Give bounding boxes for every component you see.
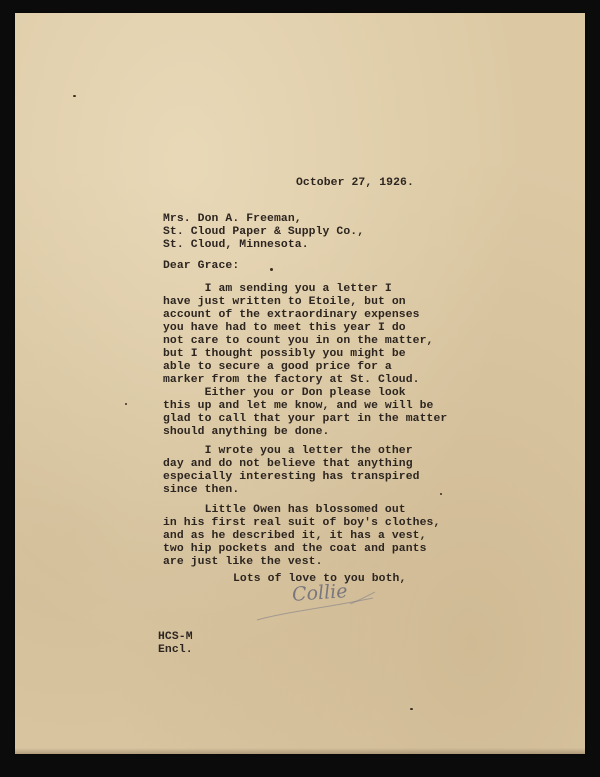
letter-date: October 27, 1926. xyxy=(296,177,414,189)
body-line: marker from the factory at St. Cloud. xyxy=(163,374,420,386)
body-line: in his first real suit of boy's clothes, xyxy=(163,517,441,529)
body-line: two hip pockets and the coat and pants xyxy=(163,543,427,555)
body-line: glad to call that your part in the matter xyxy=(163,413,448,425)
recipient-line: Mrs. Don A. Freeman, xyxy=(163,213,302,225)
body-line: day and do not believe that anything xyxy=(163,458,413,470)
body-line: this up and let me know, and we will be xyxy=(163,400,434,412)
recipient-line: St. Cloud Paper & Supply Co., xyxy=(163,226,365,238)
typist-initials: HCS-M xyxy=(158,631,193,643)
body-line: and as he described it, it has a vest, xyxy=(163,530,427,542)
body-line: especially interesting has transpired xyxy=(163,471,420,483)
body-line: Either you or Don please look xyxy=(163,387,406,399)
body-line: you have had to meet this year I do xyxy=(163,322,406,334)
paper-speck xyxy=(440,493,442,495)
body-line: not care to count you in on the matter, xyxy=(163,335,434,347)
paper-speck xyxy=(73,95,76,97)
paper-speck xyxy=(270,268,273,271)
recipient-line: St. Cloud, Minnesota. xyxy=(163,239,309,251)
body-line: should anything be done. xyxy=(163,426,330,438)
signature: Collie xyxy=(291,580,349,606)
body-line: I am sending you a letter I xyxy=(163,283,392,295)
salutation: Dear Grace: xyxy=(163,260,240,272)
body-line: account of the extraordinary expenses xyxy=(163,309,420,321)
paper-speck xyxy=(410,708,413,710)
body-line: since then. xyxy=(163,484,240,496)
body-line: able to secure a good price for a xyxy=(163,361,392,373)
closing: Lots of love to you both, xyxy=(233,573,407,585)
body-line: have just written to Etoile, but on xyxy=(163,296,406,308)
body-line: but I thought possibly you might be xyxy=(163,348,406,360)
enclosure-note: Encl. xyxy=(158,644,193,656)
body-line: Little Owen has blossomed out xyxy=(163,504,406,516)
body-line: I wrote you a letter the other xyxy=(163,445,413,457)
body-line: are just like the vest. xyxy=(163,556,323,568)
paper-speck xyxy=(125,403,127,405)
